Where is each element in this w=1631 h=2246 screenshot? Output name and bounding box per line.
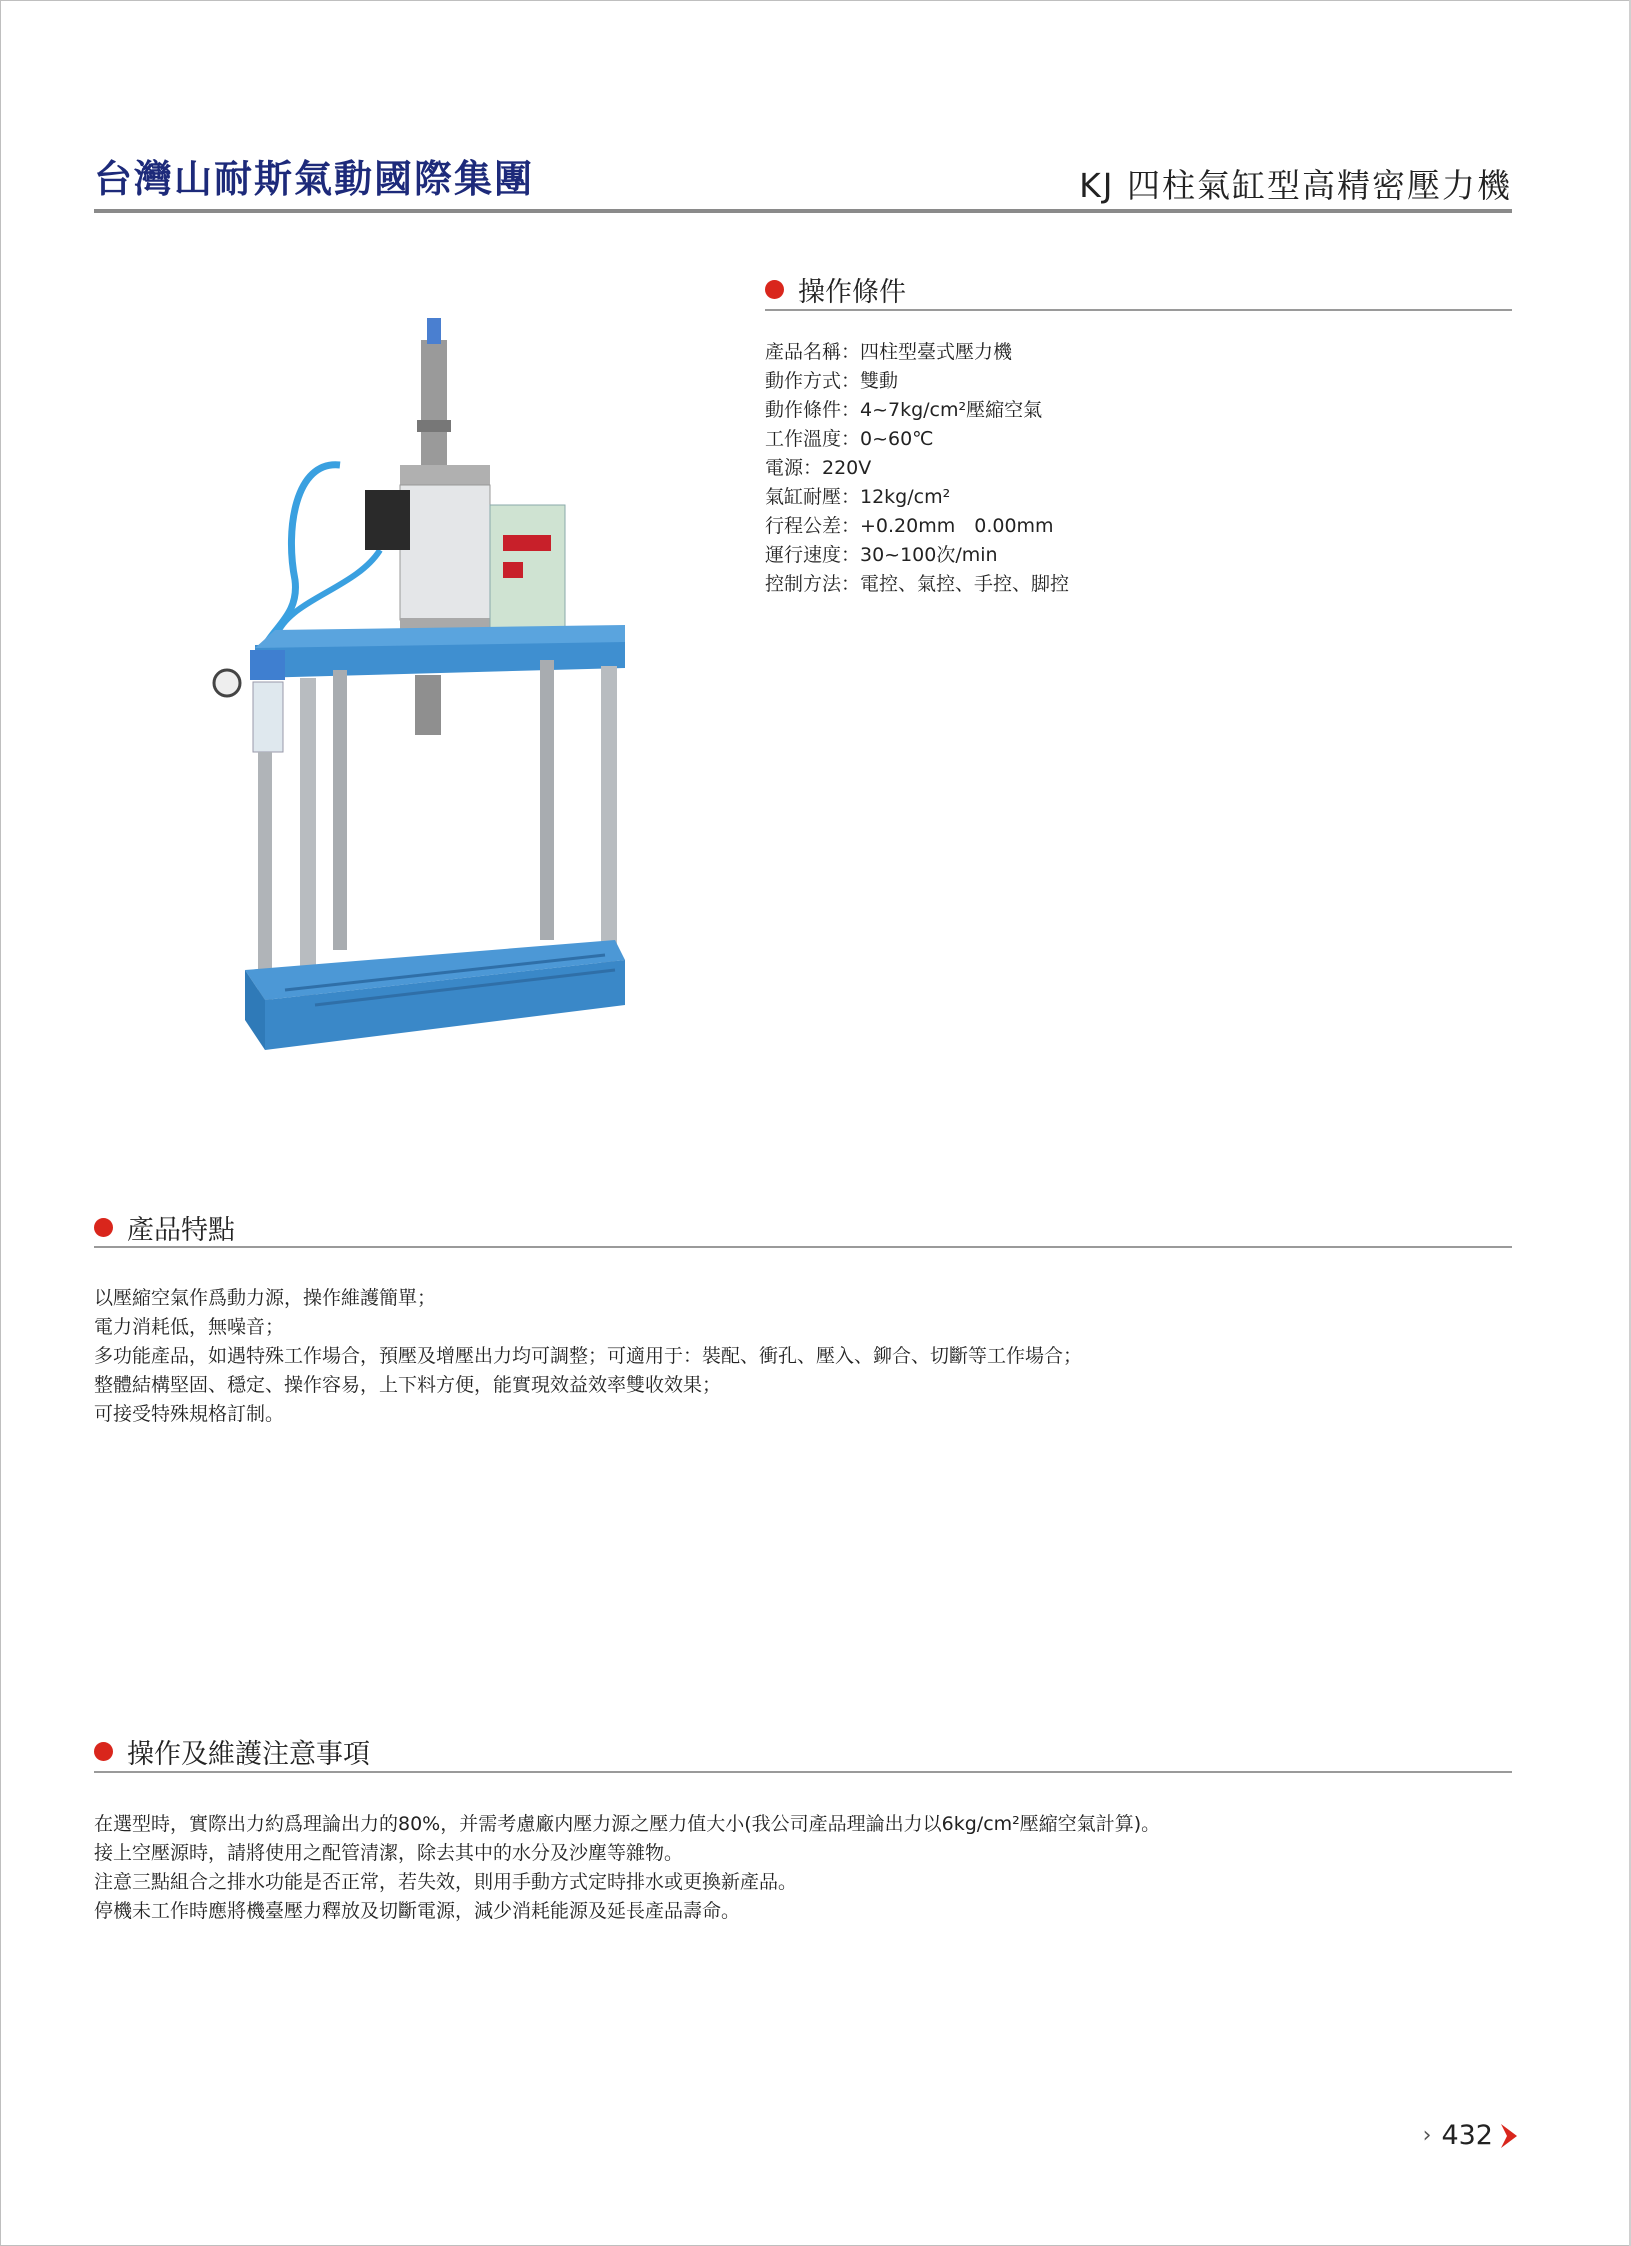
bullet-icon [94,1742,113,1761]
page-number-text: 432 [1441,2120,1493,2151]
operating-conditions-heading [765,270,906,309]
spec-row: 行程公差：+0.20mm 0.00mm [765,515,1054,537]
maintenance-line: 注意三點組合之排水功能是否正常，若失效，則用手動方式定時排水或更換新產品。 [94,1871,798,1893]
spec-row: 氣缸耐壓：12kg/cm² [765,486,951,508]
red-arrow-icon [1499,2123,1519,2149]
piston-rod [421,340,447,470]
product-image [205,300,645,1070]
operating-conditions-title: 操作條件 [798,277,906,308]
features-divider [94,1246,1512,1248]
controller-box [490,505,565,635]
press-ram [415,675,441,735]
feature-line: 可接受特殊規格訂制。 [94,1403,285,1425]
controller-display-2 [503,562,523,578]
chevron-right-icon: › [1422,2123,1432,2148]
spec-row: 動作條件：4~7kg/cm²壓縮空氣 [765,399,1043,421]
solenoid-valve [365,490,410,550]
filter-regulator [250,650,285,680]
spec-row: 電源：220V [765,457,872,479]
pressure-gauge [214,670,240,696]
operating-conditions-divider [765,309,1512,311]
page-number [1423,2120,1519,2151]
maintenance-line: 在選型時，實際出力約爲理論出力的80%，并需考慮廠内壓力源之壓力值大小(我公司產品理論出力以6kg/cm²壓縮空氣計算)。 [94,1813,1161,1835]
maintenance-line: 接上空壓源時，請將使用之配管清潔，除去其中的水分及沙塵等雜物。 [94,1842,684,1864]
spec-row: 運行速度：30~100次/min [765,544,998,566]
features-list [94,1284,1082,1429]
spec-row: 工作溫度：0~60℃ [765,428,934,450]
cylinder-body [400,485,490,620]
controller-display-1 [503,535,551,551]
features-title: 產品特點 [127,1215,235,1246]
features-heading [94,1208,235,1247]
column-back-right [540,660,554,940]
brand-title: 台灣山耐斯氣動國際集團 [94,157,535,201]
spec-list [765,338,1069,599]
maintenance-divider [94,1771,1512,1773]
header-divider [94,209,1512,213]
rod-cap [427,318,441,344]
spec-row: 產品名稱：四柱型臺式壓力機 [765,341,1013,363]
feature-line: 多功能產品，如遇特殊工作場合，預壓及增壓出力均可調整；可適用于：裝配、衝孔、壓入、鉚合、切斷等工作場合； [94,1345,1083,1367]
filter-bowl [253,682,283,752]
cylinder-top [400,465,490,485]
maintenance-heading [94,1732,370,1771]
feature-line: 以壓縮空氣作爲動力源，操作維護簡單； [94,1287,437,1309]
spec-row: 控制方法：電控、氣控、手控、脚控 [765,573,1070,595]
column-back-left [333,670,347,950]
bullet-icon [765,280,784,299]
maintenance-title: 操作及維護注意事項 [127,1739,370,1770]
spec-row: 動作方式：雙動 [765,370,899,392]
rod-collar [417,420,451,432]
feature-line: 電力消耗低，無噪音； [94,1316,285,1338]
feature-line: 整體結構堅固、穩定、操作容易，上下料方便，能實現效益效率雙收效果； [94,1374,722,1396]
maintenance-list [94,1810,1160,1926]
page-title: KJ 四柱氣缸型高精密壓力機 [1079,166,1512,205]
column-front-left [300,678,316,1008]
maintenance-line: 停機未工作時應將機臺壓力釋放及切斷電源，減少消耗能源及延長產品壽命。 [94,1900,741,1922]
bullet-icon [94,1218,113,1237]
filter-post [258,752,272,1002]
